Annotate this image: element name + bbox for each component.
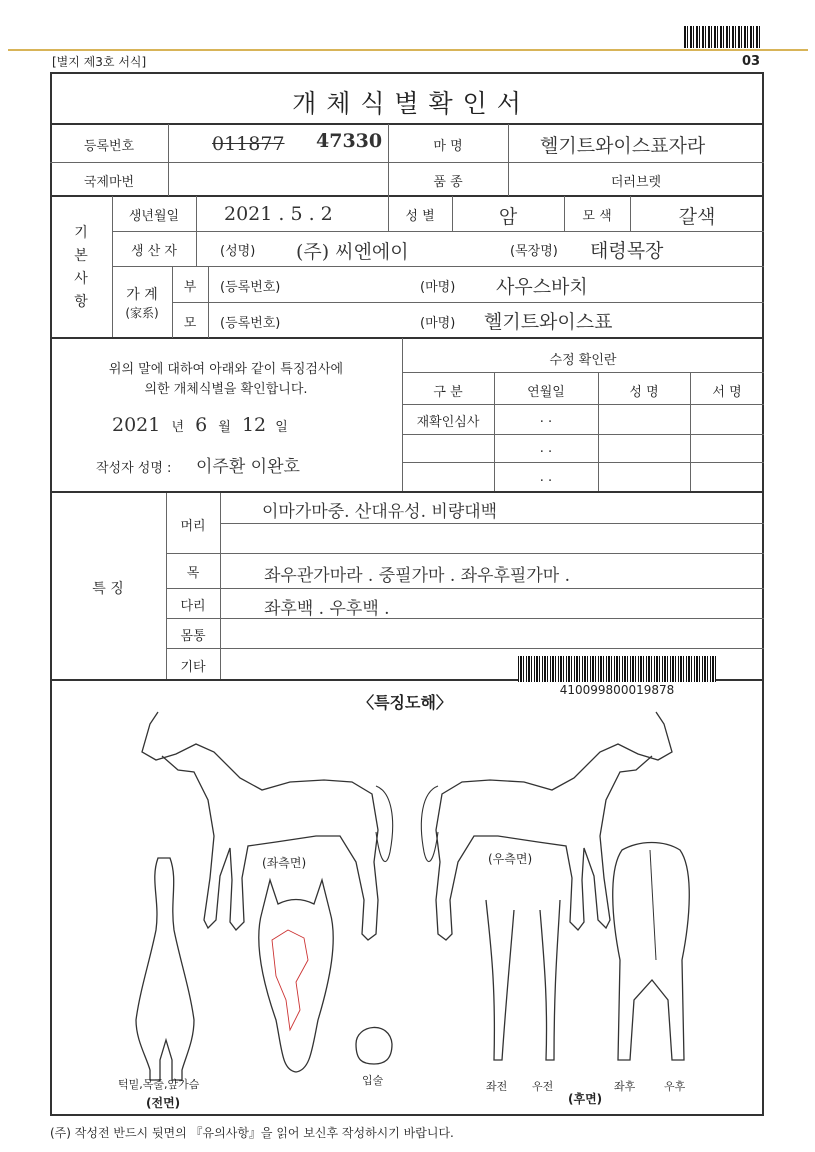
rear-label: (후면) <box>568 1092 603 1106</box>
rev-header-sign: 서 명 <box>712 385 742 400</box>
feature-leg-value: 좌후백 . 우후백 . <box>264 599 390 619</box>
features-section-label: 특 징 <box>92 581 124 597</box>
writer-value: 이주환 이완호 <box>196 457 300 477</box>
form-label: [별지 제3호 서식] <box>52 55 147 69</box>
breed-value: 더러브렛 <box>610 175 662 190</box>
sire-name-label: (마명) <box>420 280 456 295</box>
farm-value: 태령목장 <box>590 240 664 262</box>
color-value: 갈색 <box>678 206 716 228</box>
dam-name-label: (마명) <box>420 316 456 331</box>
producer-label: 생 산 자 <box>131 244 177 259</box>
left-front-label: 좌전 <box>486 1080 508 1093</box>
left-side-label: (좌측면) <box>262 856 307 870</box>
sex-label: 성 별 <box>405 209 435 224</box>
rev-row-1-label: 재확인심사 <box>416 415 480 430</box>
breed-label: 품 종 <box>433 175 463 190</box>
lips-view <box>356 1027 392 1064</box>
farm-label: (목장명) <box>510 244 558 259</box>
producer-name-label: (성명) <box>220 244 256 259</box>
feature-body-label: 몸통 <box>180 629 206 644</box>
confirm-date: 2021 년 6 월 12 일 <box>112 414 288 436</box>
dam-name-value: 헬기트와이스표 <box>484 311 613 333</box>
color-label: 모 색 <box>582 209 612 224</box>
left-hind-label: 좌후 <box>614 1080 636 1093</box>
sire-label: 부 <box>183 280 197 295</box>
dam-label: 모 <box>183 316 197 331</box>
intl-number-label: 국제마번 <box>83 175 135 190</box>
feature-neck-label: 목 <box>186 566 200 581</box>
rev-header-name: 성 명 <box>629 385 659 400</box>
footnote: (주) 작성전 반드시 뒷면의 『유의사항』을 읽어 보신후 작성하시기 바랍니다. <box>50 1126 454 1140</box>
horse-name-label: 마 명 <box>433 139 463 154</box>
form-title: 개 체 식 별 확 인 서 <box>292 89 522 118</box>
basic-section-label: 기 본 사 항 <box>74 225 88 310</box>
reg-number-struck: 011877 <box>212 133 285 155</box>
confirm-line-1: 위의 말에 대하여 아래와 같이 특징검사에 <box>108 362 344 377</box>
front-legs-view <box>486 900 560 1060</box>
feature-head-value: 이마가마중. 산대유성. 비량대백 <box>262 502 498 522</box>
feature-other-label: 기타 <box>180 660 206 675</box>
birth-value: 2021 . 5 . 2 <box>224 203 333 225</box>
confirm-line-2: 의한 개체식별을 확인합니다. <box>144 382 308 397</box>
revision-title: 수정 확인란 <box>549 353 617 368</box>
serial-number: 410099800019878 <box>559 683 675 697</box>
head-front <box>259 880 333 1072</box>
reg-number-label: 등록번호 <box>83 139 135 154</box>
right-hind-label: 우후 <box>664 1080 686 1093</box>
page-number: 03 <box>742 54 761 69</box>
sire-regno-label: (등록번호) <box>220 280 281 295</box>
feature-leg-label: 다리 <box>180 599 206 614</box>
front-caption: 턱밑,목줄,앞가슴 <box>118 1078 200 1091</box>
birth-label: 생년월일 <box>128 209 180 224</box>
rev-header-date: 연월일 <box>527 385 565 400</box>
right-side-label: (우측면) <box>488 852 533 866</box>
horse-name-value: 헬기트와이스표자라 <box>540 135 706 157</box>
sire-name-value: 사우스바치 <box>496 276 588 298</box>
lineage-hanja: (家系) <box>125 306 159 320</box>
sex-value: 암 <box>498 206 518 228</box>
front-view-horse <box>136 858 194 1080</box>
rev-row-3-date: . . <box>539 470 553 485</box>
lineage-label: 가 계 <box>126 287 158 303</box>
feature-neck-value: 좌우관가마라 . 중필가마 . 좌우후필가마 . <box>264 566 570 586</box>
dam-regno-label: (등록번호) <box>220 316 281 331</box>
lips-label: 입술 <box>362 1074 384 1087</box>
feature-head-label: 머리 <box>180 519 206 534</box>
rev-header-type: 구 분 <box>433 385 463 400</box>
front-label: (전면) <box>146 1096 181 1110</box>
left-side-horse <box>142 712 378 940</box>
diagram-title: 〈특징도해〉 <box>358 693 452 712</box>
right-front-label: 우전 <box>532 1080 554 1093</box>
producer-name-value: (주) 씨엔에이 <box>296 241 409 263</box>
rev-row-1-date: . . <box>539 411 553 426</box>
right-side-horse <box>436 712 672 940</box>
rev-row-2-date: . . <box>539 441 553 456</box>
reg-number-value: 47330 <box>316 130 383 152</box>
writer-label: 작성자 성명 : <box>96 461 172 476</box>
